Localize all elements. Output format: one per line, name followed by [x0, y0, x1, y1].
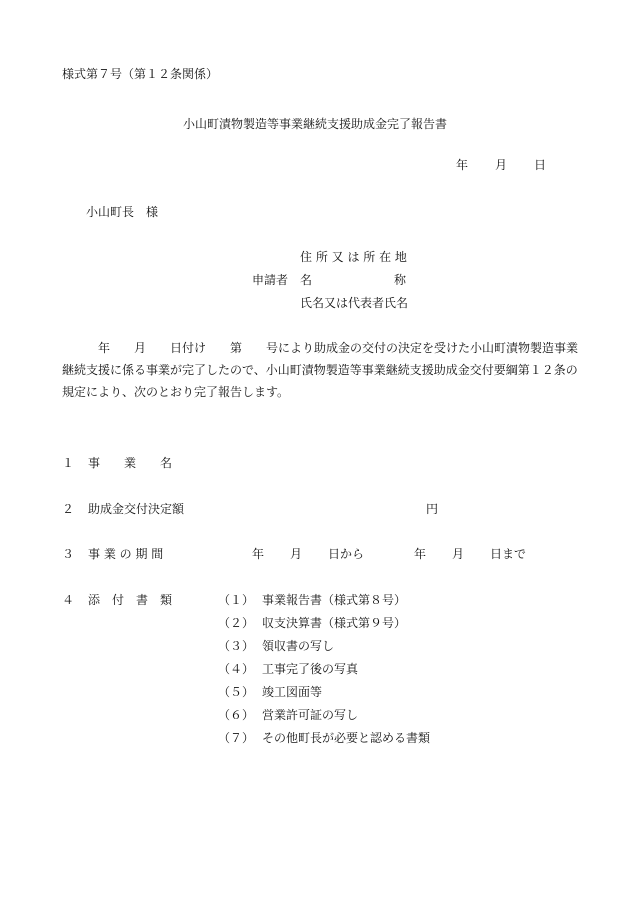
form-number: 様式第７号（第１２条関係） — [62, 67, 219, 81]
item-label: 添 付 書 類 — [88, 593, 173, 607]
applicant-address-label: 住 所 又 は 所 在 地 — [300, 250, 407, 264]
date-year-label: 年 — [456, 158, 469, 172]
attachment-number: （２） — [218, 616, 255, 630]
body-paragraph: 年 月 日付け 第 号により助成金の交付の決定を受けた小山町漬物製造事業継続支援に係る事業が完了したので、小山町漬物製造等事業継続支援助成金交付要綱第１２条の規定により、次のとおり完了報告します。 — [62, 341, 579, 399]
document-title: 小山町漬物製造等事業継続支援助成金完了報告書 — [182, 117, 447, 131]
attachment-text: 営業許可証の写し — [262, 708, 359, 722]
period-start-day: 日から — [328, 547, 365, 561]
date-day-label: 日 — [534, 158, 547, 172]
attachment-number: （１） — [218, 593, 255, 607]
applicant-name-label-1: 名 — [300, 273, 313, 287]
applicant-representative-label: 氏名又は代表者氏名 — [300, 296, 409, 310]
attachment-text: 収支決算書（様式第９号） — [262, 616, 407, 630]
period-end-month: 月 — [452, 547, 465, 561]
yen-unit: 円 — [426, 502, 439, 516]
attachment-number: （６） — [218, 708, 255, 722]
attachment-text: 工事完了後の写真 — [262, 662, 359, 676]
period-start-year: 年 — [252, 547, 265, 561]
applicant-name-label-2: 称 — [394, 273, 407, 287]
attachment-text: 事業報告書（様式第８号） — [262, 593, 407, 607]
applicant-label: 申請者 — [252, 273, 289, 287]
item-number: ４ — [62, 593, 75, 607]
attachment-text: 竣工図面等 — [262, 685, 323, 699]
item-label: 事 業 名 — [88, 456, 173, 470]
attachment-text: その他町長が必要と認める書類 — [262, 731, 431, 745]
attachment-number: （４） — [218, 662, 255, 676]
date-month-label: 月 — [495, 158, 508, 172]
addressee: 小山町長 様 — [86, 205, 159, 219]
period-end-year: 年 — [414, 547, 427, 561]
attachment-number: （７） — [218, 731, 255, 745]
attachment-number: （５） — [218, 685, 255, 699]
item-label: 事 業 の 期 間 — [88, 547, 164, 561]
period-end-day: 日まで — [490, 547, 527, 561]
item-label: 助成金交付決定額 — [88, 502, 185, 516]
period-start-month: 月 — [290, 547, 303, 561]
item-number: ２ — [62, 502, 75, 516]
attachment-text: 領収書の写し — [262, 639, 335, 653]
item-number: ３ — [62, 547, 75, 561]
item-number: １ — [62, 456, 75, 470]
attachment-number: （３） — [218, 639, 255, 653]
